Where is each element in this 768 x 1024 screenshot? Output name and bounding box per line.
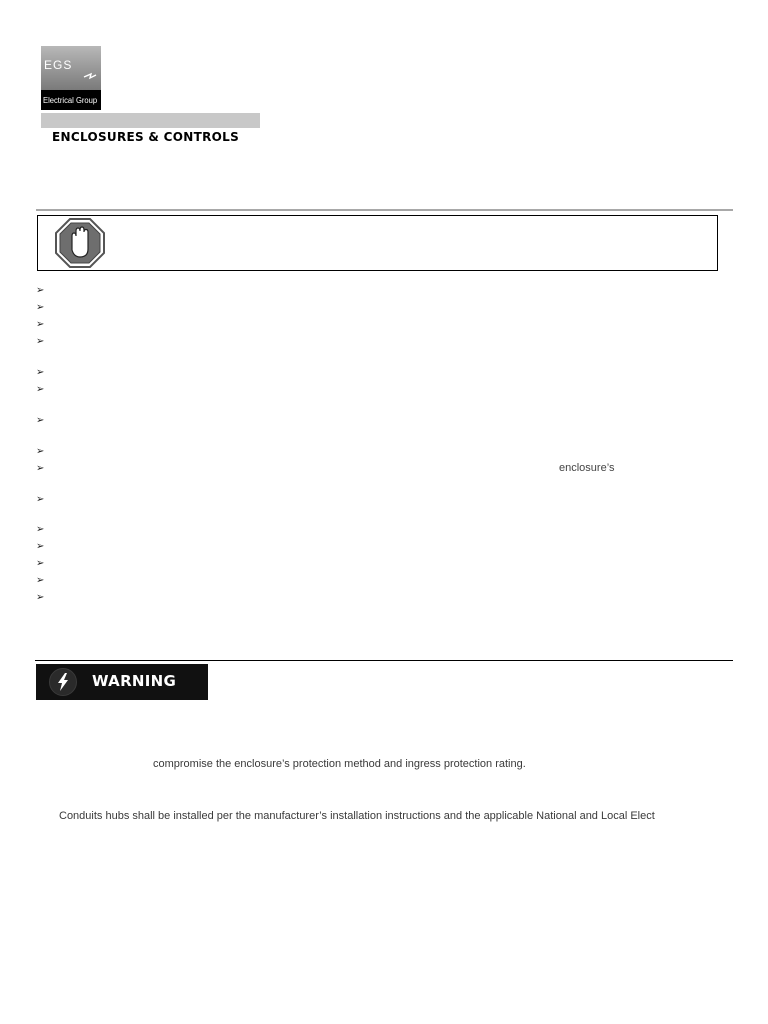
list-bullet: ➢ <box>36 446 45 457</box>
list-bullet: ➢ <box>36 384 45 395</box>
logo-subtitle: Electrical Group <box>43 96 98 105</box>
logo-top-panel <box>41 46 101 90</box>
list-bullet: ➢ <box>36 494 45 505</box>
list-bullet: ➢ <box>36 415 45 426</box>
egs-logo <box>41 46 101 110</box>
list-bullet: ➢ <box>36 367 45 378</box>
warning-text: WARNING <box>92 672 177 690</box>
list-bullet: ➢ <box>36 524 45 535</box>
list-bullet: ➢ <box>36 592 45 603</box>
warning-icon-circle <box>49 668 77 696</box>
list-bullet: ➢ <box>36 285 45 296</box>
list-bullet: ➢ <box>36 336 45 347</box>
list-bullet: ➢ <box>36 319 45 330</box>
warning-label <box>36 664 208 700</box>
list-bullet: ➢ <box>36 558 45 569</box>
list-bullet: ➢ <box>36 541 45 552</box>
logo-letters: EGS <box>44 58 73 72</box>
header-bar <box>41 113 260 128</box>
warning-body-line: Conduits hubs shall be installed per the manufacturer’s installation instructions and the applicable National and Local Elect <box>59 810 655 822</box>
list-bullet: ➢ <box>36 463 45 474</box>
list-text-fragment: enclosure’s <box>559 462 615 474</box>
divider <box>36 209 733 211</box>
stop-hand-icon <box>55 218 105 268</box>
lightning-bolt-icon <box>83 68 97 84</box>
list-bullet: ➢ <box>36 302 45 313</box>
stop-notice-box <box>37 215 718 271</box>
divider <box>35 660 733 661</box>
warning-body-line: compromise the enclosure’s protection method and ingress protection rating. <box>153 758 526 770</box>
section-title: ENCLOSURES & CONTROLS <box>52 130 240 144</box>
lightning-bolt-icon <box>56 673 70 691</box>
list-bullet: ➢ <box>36 575 45 586</box>
